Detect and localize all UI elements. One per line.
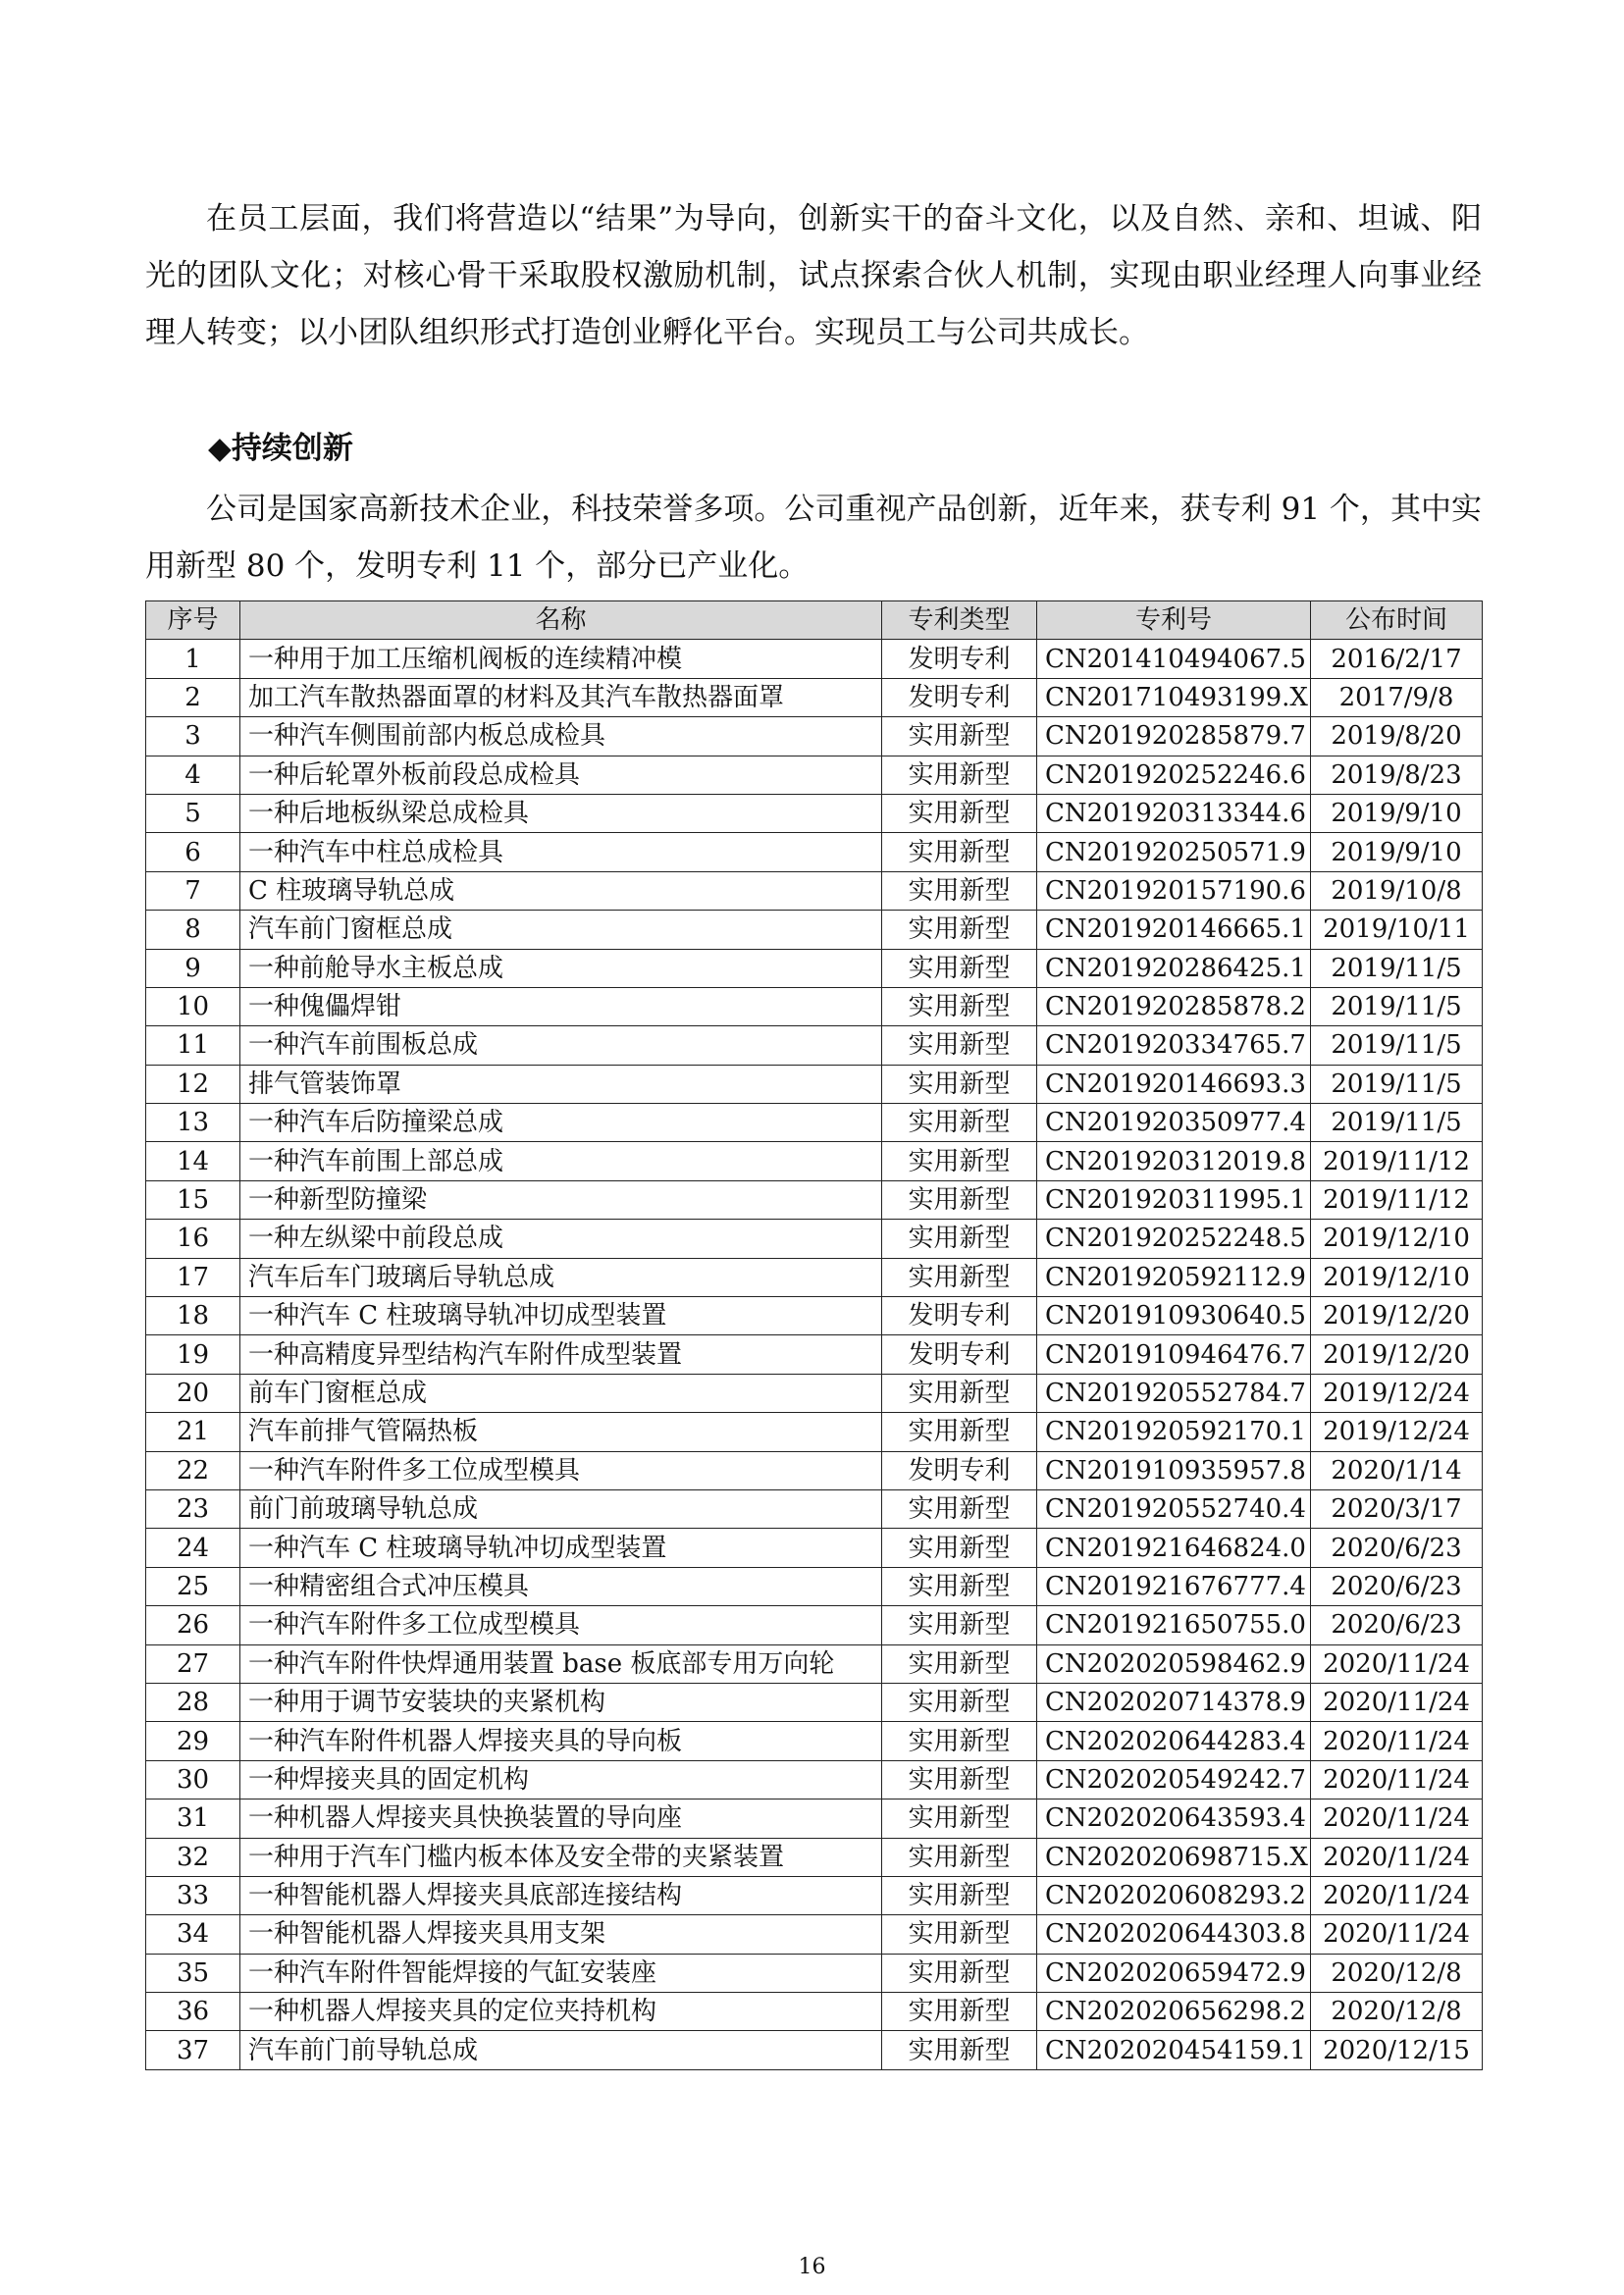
cell-number: CN202020659472.9 — [1037, 1954, 1311, 1992]
cell-type: 实用新型 — [882, 1993, 1037, 2031]
cell-date: 2020/11/24 — [1311, 1799, 1483, 1838]
cell-number: CN201910935957.8 — [1037, 1451, 1311, 1489]
section-heading: ◆持续创新 — [208, 431, 353, 466]
cell-type: 实用新型 — [882, 1413, 1037, 1451]
cell-type: 实用新型 — [882, 1374, 1037, 1412]
header-name: 名称 — [240, 601, 882, 640]
table-row — [146, 1644, 1483, 1683]
cell-date: 2019/11/5 — [1311, 987, 1483, 1025]
cell-no: 17 — [146, 1258, 240, 1296]
cell-date: 2019/11/5 — [1311, 1065, 1483, 1103]
cell-name: 一种焊接夹具的固定机构 — [240, 1760, 882, 1799]
cell-type: 实用新型 — [882, 1180, 1037, 1219]
cell-type: 发明专利 — [882, 1335, 1037, 1374]
cell-no: 3 — [146, 717, 240, 756]
cell-number: CN201920552740.4 — [1037, 1489, 1311, 1528]
cell-date: 2019/10/11 — [1311, 911, 1483, 949]
table-row — [146, 1335, 1483, 1374]
cell-no: 18 — [146, 1297, 240, 1335]
cell-date: 2020/12/8 — [1311, 1993, 1483, 2031]
cell-number: CN201920313344.6 — [1037, 794, 1311, 832]
cell-number: CN201710493199.X — [1037, 678, 1311, 716]
cell-no: 23 — [146, 1489, 240, 1528]
table-row — [146, 1104, 1483, 1142]
cell-date: 2019/11/5 — [1311, 1104, 1483, 1142]
cell-name: 一种左纵梁中前段总成 — [240, 1220, 882, 1258]
cell-name: 汽车前排气管隔热板 — [240, 1413, 882, 1451]
table-row — [146, 678, 1483, 716]
cell-no: 32 — [146, 1838, 240, 1876]
table-row — [146, 2031, 1483, 2069]
table-row — [146, 640, 1483, 678]
cell-name: 一种机器人焊接夹具的定位夹持机构 — [240, 1993, 882, 2031]
cell-name: 汽车后车门玻璃后导轨总成 — [240, 1258, 882, 1296]
cell-date: 2020/12/8 — [1311, 1954, 1483, 1992]
cell-type: 实用新型 — [882, 833, 1037, 871]
table-row — [146, 1683, 1483, 1721]
cell-number: CN201910930640.5 — [1037, 1297, 1311, 1335]
cell-date: 2019/12/20 — [1311, 1335, 1483, 1374]
cell-name: 一种用于加工压缩机阀板的连续精冲模 — [240, 640, 882, 678]
cell-name: 一种汽车前围板总成 — [240, 1026, 882, 1065]
table-row — [146, 1722, 1483, 1760]
cell-name: 汽车前门窗框总成 — [240, 911, 882, 949]
cell-no: 16 — [146, 1220, 240, 1258]
cell-name: 一种用于调节安装块的夹紧机构 — [240, 1683, 882, 1721]
cell-date: 2020/11/24 — [1311, 1722, 1483, 1760]
cell-no: 26 — [146, 1606, 240, 1644]
cell-number: CN202020644303.8 — [1037, 1915, 1311, 1954]
cell-name: 一种用于汽车门槛内板本体及安全带的夹紧装置 — [240, 1838, 882, 1876]
cell-number: CN201910946476.7 — [1037, 1335, 1311, 1374]
cell-number: CN201920311995.1 — [1037, 1180, 1311, 1219]
cell-type: 实用新型 — [882, 1722, 1037, 1760]
cell-no: 7 — [146, 871, 240, 910]
header-type: 专利类型 — [882, 601, 1037, 640]
cell-name: 一种智能机器人焊接夹具底部连接结构 — [240, 1876, 882, 1914]
cell-number: CN202020644283.4 — [1037, 1722, 1311, 1760]
cell-no: 30 — [146, 1760, 240, 1799]
cell-type: 实用新型 — [882, 1220, 1037, 1258]
cell-name: 汽车前门前导轨总成 — [240, 2031, 882, 2069]
cell-type: 发明专利 — [882, 678, 1037, 716]
cell-type: 实用新型 — [882, 1954, 1037, 1992]
cell-type: 实用新型 — [882, 1838, 1037, 1876]
cell-date: 2020/11/24 — [1311, 1760, 1483, 1799]
cell-number: CN201920334765.7 — [1037, 1026, 1311, 1065]
cell-type: 实用新型 — [882, 1567, 1037, 1605]
cell-no: 24 — [146, 1529, 240, 1567]
cell-date: 2019/12/10 — [1311, 1220, 1483, 1258]
cell-type: 实用新型 — [882, 1065, 1037, 1103]
cell-type: 实用新型 — [882, 2031, 1037, 2069]
cell-date: 2019/12/24 — [1311, 1413, 1483, 1451]
header-date: 公布时间 — [1311, 601, 1483, 640]
cell-no: 22 — [146, 1451, 240, 1489]
cell-date: 2020/6/23 — [1311, 1606, 1483, 1644]
cell-name: 一种汽车后防撞梁总成 — [240, 1104, 882, 1142]
cell-number: CN202020549242.7 — [1037, 1760, 1311, 1799]
patent-table — [145, 600, 1483, 2070]
cell-no: 25 — [146, 1567, 240, 1605]
cell-type: 实用新型 — [882, 1489, 1037, 1528]
cell-number: CN201920285879.7 — [1037, 717, 1311, 756]
table-row — [146, 1606, 1483, 1644]
cell-name: 一种汽车前围上部总成 — [240, 1142, 882, 1180]
table-row — [146, 794, 1483, 832]
cell-no: 29 — [146, 1722, 240, 1760]
cell-no: 9 — [146, 949, 240, 987]
table-header-row — [146, 601, 1483, 640]
cell-no: 20 — [146, 1374, 240, 1412]
cell-date: 2020/11/24 — [1311, 1838, 1483, 1876]
table-row — [146, 1413, 1483, 1451]
cell-type: 实用新型 — [882, 794, 1037, 832]
cell-name: 一种汽车附件快焊通用装置 base 板底部专用万向轮 — [240, 1644, 882, 1683]
table-row — [146, 1954, 1483, 1992]
cell-date: 2019/12/20 — [1311, 1297, 1483, 1335]
table-row — [146, 1220, 1483, 1258]
cell-number: CN202020698715.X — [1037, 1838, 1311, 1876]
table-row — [146, 1180, 1483, 1219]
table-row — [146, 1374, 1483, 1412]
cell-type: 实用新型 — [882, 871, 1037, 910]
cell-type: 实用新型 — [882, 1876, 1037, 1914]
cell-name: 一种后轮罩外板前段总成检具 — [240, 756, 882, 794]
cell-type: 发明专利 — [882, 1451, 1037, 1489]
cell-date: 2020/6/23 — [1311, 1529, 1483, 1567]
cell-name: 一种汽车 C 柱玻璃导轨冲切成型装置 — [240, 1297, 882, 1335]
patent-table-body — [146, 640, 1483, 2069]
cell-date: 2020/11/24 — [1311, 1876, 1483, 1914]
page-number: 16 — [798, 2255, 826, 2279]
table-row — [146, 1451, 1483, 1489]
table-row — [146, 1838, 1483, 1876]
cell-name: 一种新型防撞梁 — [240, 1180, 882, 1219]
cell-name: C 柱玻璃导轨总成 — [240, 871, 882, 910]
cell-name: 一种汽车侧围前部内板总成检具 — [240, 717, 882, 756]
table-row — [146, 1567, 1483, 1605]
cell-no: 11 — [146, 1026, 240, 1065]
cell-name: 一种汽车中柱总成检具 — [240, 833, 882, 871]
cell-no: 6 — [146, 833, 240, 871]
cell-type: 实用新型 — [882, 1104, 1037, 1142]
cell-no: 19 — [146, 1335, 240, 1374]
cell-number: CN201410494067.5 — [1037, 640, 1311, 678]
cell-date: 2019/11/12 — [1311, 1142, 1483, 1180]
cell-name: 一种智能机器人焊接夹具用支架 — [240, 1915, 882, 1954]
table-row — [146, 1760, 1483, 1799]
cell-number: CN201920552784.7 — [1037, 1374, 1311, 1412]
cell-type: 实用新型 — [882, 1606, 1037, 1644]
cell-no: 2 — [146, 678, 240, 716]
table-row — [146, 911, 1483, 949]
table-row — [146, 1915, 1483, 1954]
cell-date: 2019/9/10 — [1311, 833, 1483, 871]
cell-number: CN202020454159.1 — [1037, 2031, 1311, 2069]
cell-type: 实用新型 — [882, 1529, 1037, 1567]
cell-no: 1 — [146, 640, 240, 678]
cell-number: CN201920252246.6 — [1037, 756, 1311, 794]
cell-date: 2019/9/10 — [1311, 794, 1483, 832]
cell-type: 实用新型 — [882, 1683, 1037, 1721]
cell-date: 2020/12/15 — [1311, 2031, 1483, 2069]
cell-date: 2020/3/17 — [1311, 1489, 1483, 1528]
cell-type: 实用新型 — [882, 717, 1037, 756]
cell-date: 2019/11/5 — [1311, 1026, 1483, 1065]
cell-name: 一种傀儡焊钳 — [240, 987, 882, 1025]
table-row — [146, 833, 1483, 871]
table-row — [146, 1876, 1483, 1914]
cell-name: 一种精密组合式冲压模具 — [240, 1567, 882, 1605]
cell-number: CN201920146665.1 — [1037, 911, 1311, 949]
table-row — [146, 1529, 1483, 1567]
cell-date: 2017/9/8 — [1311, 678, 1483, 716]
cell-type: 实用新型 — [882, 987, 1037, 1025]
cell-type: 发明专利 — [882, 1297, 1037, 1335]
cell-number: CN201920285878.2 — [1037, 987, 1311, 1025]
cell-name: 一种汽车附件机器人焊接夹具的导向板 — [240, 1722, 882, 1760]
cell-date: 2016/2/17 — [1311, 640, 1483, 678]
cell-no: 35 — [146, 1954, 240, 1992]
cell-date: 2019/8/23 — [1311, 756, 1483, 794]
cell-date: 2019/12/10 — [1311, 1258, 1483, 1296]
table-row — [146, 1993, 1483, 2031]
cell-type: 实用新型 — [882, 1142, 1037, 1180]
cell-number: CN202020598462.9 — [1037, 1644, 1311, 1683]
table-row — [146, 1799, 1483, 1838]
cell-number: CN201920286425.1 — [1037, 949, 1311, 987]
cell-no: 14 — [146, 1142, 240, 1180]
cell-type: 实用新型 — [882, 911, 1037, 949]
cell-date: 2020/11/24 — [1311, 1644, 1483, 1683]
cell-name: 一种汽车附件多工位成型模具 — [240, 1606, 882, 1644]
cell-number: CN201920312019.8 — [1037, 1142, 1311, 1180]
cell-no: 4 — [146, 756, 240, 794]
cell-number: CN202020656298.2 — [1037, 1993, 1311, 2031]
cell-name: 一种高精度异型结构汽车附件成型装置 — [240, 1335, 882, 1374]
cell-number: CN201920252248.5 — [1037, 1220, 1311, 1258]
cell-no: 34 — [146, 1915, 240, 1954]
header-number: 专利号 — [1037, 601, 1311, 640]
header-no: 序号 — [146, 601, 240, 640]
cell-date: 2020/11/24 — [1311, 1683, 1483, 1721]
cell-type: 实用新型 — [882, 756, 1037, 794]
cell-name: 一种前舱导水主板总成 — [240, 949, 882, 987]
cell-date: 2019/11/5 — [1311, 949, 1483, 987]
innovation-paragraph: 公司是国家高新技术企业，科技荣誉多项。公司重视产品创新，近年来，获专利 91 个，其中实用新型 80 个，发明专利 11 个，部分已产业化。 — [145, 492, 1482, 584]
table-row — [146, 756, 1483, 794]
table-row — [146, 1489, 1483, 1528]
cell-type: 实用新型 — [882, 1258, 1037, 1296]
cell-no: 15 — [146, 1180, 240, 1219]
cell-no: 33 — [146, 1876, 240, 1914]
cell-date: 2020/6/23 — [1311, 1567, 1483, 1605]
cell-type: 实用新型 — [882, 1799, 1037, 1838]
cell-date: 2020/1/14 — [1311, 1451, 1483, 1489]
cell-number: CN201921646824.0 — [1037, 1529, 1311, 1567]
cell-no: 31 — [146, 1799, 240, 1838]
cell-type: 实用新型 — [882, 1915, 1037, 1954]
table-row — [146, 1297, 1483, 1335]
cell-type: 实用新型 — [882, 1760, 1037, 1799]
cell-name: 一种汽车附件智能焊接的气缸安装座 — [240, 1954, 882, 1992]
cell-number: CN201920157190.6 — [1037, 871, 1311, 910]
employee-culture-paragraph: 在员工层面，我们将营造以“结果”为导向，创新实干的奋斗文化，以及自然、亲和、坦诚、阳光的团队文化；对核心骨干采取股权激励机制，试点探索合伙人机制，实现由职业经理人向事业经理人转变；以小团队组织形式打造创业孵化平台。实现员工与公司共成长。 — [145, 201, 1482, 350]
table-row — [146, 949, 1483, 987]
cell-no: 12 — [146, 1065, 240, 1103]
cell-name: 一种机器人焊接夹具快换装置的导向座 — [240, 1799, 882, 1838]
cell-date: 2019/10/8 — [1311, 871, 1483, 910]
cell-type: 实用新型 — [882, 949, 1037, 987]
cell-type: 实用新型 — [882, 1026, 1037, 1065]
table-row — [146, 987, 1483, 1025]
cell-type: 实用新型 — [882, 1644, 1037, 1683]
table-row — [146, 1065, 1483, 1103]
cell-no: 5 — [146, 794, 240, 832]
cell-date: 2019/12/24 — [1311, 1374, 1483, 1412]
cell-number: CN202020608293.2 — [1037, 1876, 1311, 1914]
cell-name: 前门前玻璃导轨总成 — [240, 1489, 882, 1528]
cell-number: CN201920146693.3 — [1037, 1065, 1311, 1103]
cell-number: CN201920250571.9 — [1037, 833, 1311, 871]
cell-no: 13 — [146, 1104, 240, 1142]
cell-number: CN201920350977.4 — [1037, 1104, 1311, 1142]
cell-no: 28 — [146, 1683, 240, 1721]
cell-number: CN201921650755.0 — [1037, 1606, 1311, 1644]
cell-number: CN201920592170.1 — [1037, 1413, 1311, 1451]
cell-name: 前车门窗框总成 — [240, 1374, 882, 1412]
cell-date: 2019/11/12 — [1311, 1180, 1483, 1219]
cell-date: 2020/11/24 — [1311, 1915, 1483, 1954]
cell-type: 发明专利 — [882, 640, 1037, 678]
cell-number: CN201921676777.4 — [1037, 1567, 1311, 1605]
cell-no: 36 — [146, 1993, 240, 2031]
cell-name: 排气管装饰罩 — [240, 1065, 882, 1103]
cell-number: CN201920592112.9 — [1037, 1258, 1311, 1296]
table-row — [146, 1258, 1483, 1296]
cell-name: 一种汽车 C 柱玻璃导轨冲切成型装置 — [240, 1529, 882, 1567]
cell-date: 2019/8/20 — [1311, 717, 1483, 756]
cell-name: 一种汽车附件多工位成型模具 — [240, 1451, 882, 1489]
cell-name: 一种后地板纵梁总成检具 — [240, 794, 882, 832]
table-row — [146, 1142, 1483, 1180]
table-row — [146, 871, 1483, 910]
cell-no: 8 — [146, 911, 240, 949]
table-row — [146, 1026, 1483, 1065]
cell-no: 27 — [146, 1644, 240, 1683]
cell-no: 10 — [146, 987, 240, 1025]
cell-no: 21 — [146, 1413, 240, 1451]
table-row — [146, 717, 1483, 756]
cell-number: CN202020643593.4 — [1037, 1799, 1311, 1838]
cell-name: 加工汽车散热器面罩的材料及其汽车散热器面罩 — [240, 678, 882, 716]
cell-no: 37 — [146, 2031, 240, 2069]
cell-number: CN202020714378.9 — [1037, 1683, 1311, 1721]
